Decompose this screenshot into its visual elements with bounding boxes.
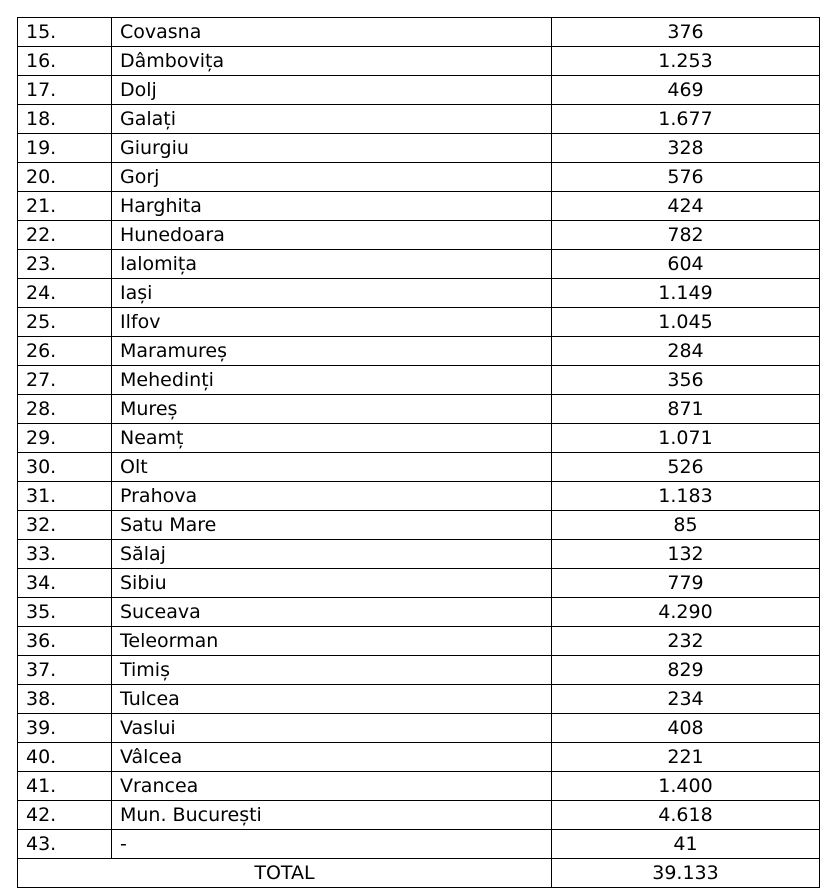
county-value: 782 [552,221,820,250]
table-row [18,308,820,337]
county-name: Mun. București [112,801,552,830]
county-name: Vâlcea [112,743,552,772]
table-row [18,395,820,424]
row-number: 43. [18,830,112,859]
table-row [18,656,820,685]
county-value: 408 [552,714,820,743]
total-label: TOTAL [18,859,552,888]
row-number: 40. [18,743,112,772]
table-row [18,76,820,105]
table-row [18,627,820,656]
county-name: Vrancea [112,772,552,801]
county-name: Dolj [112,76,552,105]
table-row [18,569,820,598]
county-value: 376 [552,18,820,47]
county-name: Mehedinți [112,366,552,395]
county-value: 328 [552,134,820,163]
county-value: 284 [552,337,820,366]
county-name: Teleorman [112,627,552,656]
county-name: Dâmbovița [112,47,552,76]
county-value: 1.677 [552,105,820,134]
county-value: 779 [552,569,820,598]
county-name: Mureș [112,395,552,424]
row-number: 31. [18,482,112,511]
county-table [17,17,820,888]
county-name: Prahova [112,482,552,511]
county-name: Timiș [112,656,552,685]
table-row [18,163,820,192]
table-row [18,105,820,134]
county-value: 1.400 [552,772,820,801]
row-number: 18. [18,105,112,134]
county-value: 132 [552,540,820,569]
county-name: Iași [112,279,552,308]
county-name: Tulcea [112,685,552,714]
row-number: 33. [18,540,112,569]
county-name: Covasna [112,18,552,47]
county-value: 871 [552,395,820,424]
county-value: 356 [552,366,820,395]
table-row [18,366,820,395]
county-value: 469 [552,76,820,105]
county-value: 1.149 [552,279,820,308]
row-number: 21. [18,192,112,221]
county-name: Galați [112,105,552,134]
county-value: 232 [552,627,820,656]
county-value: 1.253 [552,47,820,76]
table-row [18,482,820,511]
row-number: 28. [18,395,112,424]
table-row [18,511,820,540]
county-name: Hunedoara [112,221,552,250]
county-name: Satu Mare [112,511,552,540]
table-row [18,714,820,743]
table-row [18,337,820,366]
row-number: 36. [18,627,112,656]
table-row [18,18,820,47]
county-value: 1.071 [552,424,820,453]
county-value: 1.183 [552,482,820,511]
row-number: 29. [18,424,112,453]
row-number: 26. [18,337,112,366]
county-name: Olt [112,453,552,482]
row-number: 38. [18,685,112,714]
county-name: Giurgiu [112,134,552,163]
table-row [18,743,820,772]
table-row [18,453,820,482]
row-number: 17. [18,76,112,105]
row-number: 15. [18,18,112,47]
table-row [18,540,820,569]
table-row [18,801,820,830]
county-name: Ilfov [112,308,552,337]
total-row [18,859,820,888]
county-value: 604 [552,250,820,279]
row-number: 39. [18,714,112,743]
county-name: Ialomița [112,250,552,279]
row-number: 37. [18,656,112,685]
county-value: 4.618 [552,801,820,830]
table-row [18,279,820,308]
county-name: - [112,830,552,859]
row-number: 41. [18,772,112,801]
total-value: 39.133 [552,859,820,888]
row-number: 25. [18,308,112,337]
county-name: Maramureș [112,337,552,366]
row-number: 23. [18,250,112,279]
row-number: 27. [18,366,112,395]
county-name: Suceava [112,598,552,627]
county-name: Vaslui [112,714,552,743]
county-value: 526 [552,453,820,482]
row-number: 20. [18,163,112,192]
table-row [18,685,820,714]
row-number: 42. [18,801,112,830]
county-name: Sălaj [112,540,552,569]
row-number: 30. [18,453,112,482]
county-value: 41 [552,830,820,859]
table-body [18,18,820,859]
table-row [18,598,820,627]
table-row [18,47,820,76]
county-name: Harghita [112,192,552,221]
row-number: 34. [18,569,112,598]
table-row [18,830,820,859]
table-row [18,250,820,279]
row-number: 22. [18,221,112,250]
table-row [18,192,820,221]
county-value: 221 [552,743,820,772]
county-value: 4.290 [552,598,820,627]
table-row [18,221,820,250]
county-name: Sibiu [112,569,552,598]
county-value: 829 [552,656,820,685]
row-number: 32. [18,511,112,540]
county-value: 234 [552,685,820,714]
county-value: 85 [552,511,820,540]
table-row [18,424,820,453]
table-row [18,772,820,801]
county-name: Neamț [112,424,552,453]
row-number: 19. [18,134,112,163]
county-name: Gorj [112,163,552,192]
county-value: 576 [552,163,820,192]
row-number: 24. [18,279,112,308]
row-number: 16. [18,47,112,76]
county-value: 1.045 [552,308,820,337]
table-row [18,134,820,163]
row-number: 35. [18,598,112,627]
county-value: 424 [552,192,820,221]
